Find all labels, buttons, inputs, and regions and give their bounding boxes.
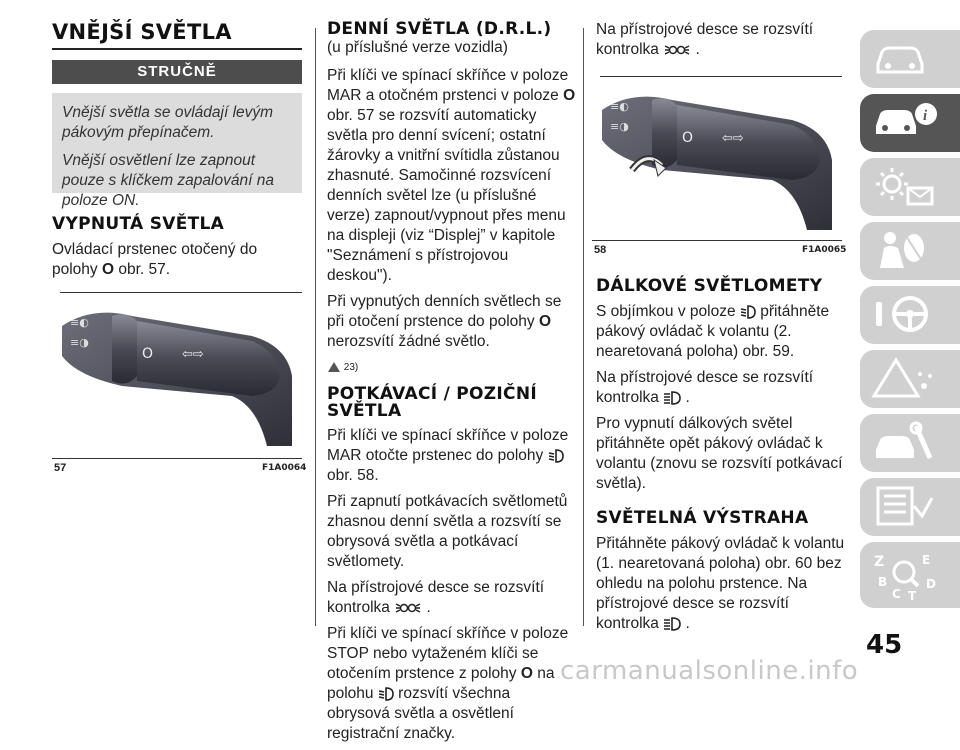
column-2 [327, 20, 577, 750]
summary-text-1: Vnější světla se ovládají levým pákovým přepínačem. [62, 104, 274, 141]
high-beam-title: DÁLKOVÉ SVĚTLOMETY [596, 276, 823, 296]
drl-title: DENNÍ SVĚTLA (D.R.L.) [327, 19, 552, 39]
wrench-car-icon [870, 420, 940, 464]
checklist-icon [870, 484, 940, 528]
tab-warning-lights[interactable] [860, 158, 960, 216]
high-beam-icon [663, 617, 681, 631]
low-paragraph-1: Při klíči ve spínací skříňce v poloze MAR otočte prstenec do polohy obr. 58. [327, 427, 569, 484]
light-switch-stalk-rotated-image [592, 80, 842, 238]
watermark: carmanualsonline.info [560, 656, 859, 686]
tab-maintenance[interactable] [860, 414, 960, 472]
car-icon [870, 36, 930, 80]
tab-car-info[interactable] [860, 94, 960, 152]
light-switch-stalk-image [52, 296, 302, 456]
svg-text:≡◑: ≡◑ [70, 336, 89, 349]
svg-text:B: B [878, 575, 888, 589]
figure-58 [592, 80, 842, 238]
position-lamp-paragraph: Na přístrojové desce se rozsvítí kontrolka . [596, 21, 814, 58]
drl-paragraph-2: Při vypnutých denních světlech se při otočení prstence do polohy O nerozsvítí žádné světlo. [327, 293, 562, 350]
column-1 [52, 20, 302, 44]
tab-starting-driving[interactable] [860, 286, 960, 344]
low-paragraph-4: Při klíči ve spínací skříňce v poloze STOP nebo vytaženém klíči se otočením prstence z polohy O na polohu rozsvítí všechna obrysová světla a osvětlení registrační značky. [327, 625, 569, 742]
svg-text:C: C [892, 587, 901, 601]
tab-specifications[interactable] [860, 478, 960, 536]
high-paragraph-3: Pro vypnutí dálkových světel přitáhněte opět pákový ovládač k volantu (znovu se rozsvítí potkávací světla). [596, 415, 843, 492]
figure-57-number: 57 [54, 462, 67, 474]
figure-58-top-rule [600, 76, 842, 77]
warning-light-icon [870, 164, 940, 208]
figure-57 [52, 296, 302, 456]
figure-58-number: 58 [594, 244, 607, 256]
steering-wheel-icon [870, 292, 940, 336]
tab-car[interactable] [860, 30, 960, 88]
summary-header: STRUČNĚ [52, 60, 302, 84]
figure-58-bottom-rule [592, 240, 842, 241]
low-paragraph-2: Při zapnutí potkávacích světlometů zhasnou denní světla a rozsvítí se obrysová světla a potkávací světlomety. [327, 493, 568, 570]
section-off-text-a: Ovládací prstenec otočený do polohy [52, 241, 258, 278]
warning-triangle-icon [327, 361, 341, 373]
svg-text:⇦⇨: ⇦⇨ [182, 347, 204, 362]
low-paragraph-3: Na přístrojové desce se rozsvítí kontrolka . [327, 579, 545, 616]
section-off [52, 214, 304, 280]
tab-safety[interactable] [860, 222, 960, 280]
section-off-text [52, 240, 304, 280]
airbag-person-icon [870, 228, 940, 272]
figure-57-bottom-rule [52, 458, 302, 459]
title-rule [52, 48, 302, 50]
figure-57-code: F1A0064 [262, 463, 307, 473]
column-divider-1 [315, 28, 316, 626]
high-beam-icon [663, 391, 681, 405]
position-lights-icon [394, 601, 422, 615]
low-beam-title: POTKÁVACÍ / POZIČNÍ SVĚTLA [327, 384, 537, 421]
position-lights-icon [663, 43, 691, 57]
flash-paragraph-1: Přitáhněte pákový ovládač k volantu (1. nearetovaná poloha) obr. 60 bez ohledu na polohu prstence. Na přístrojové desce se rozsvítí kontrolka . [596, 535, 845, 632]
figure-57-top-rule [60, 292, 302, 293]
alphabet-index-icon [870, 548, 940, 602]
low-beam-icon [548, 449, 564, 463]
triangle-warning-icon [870, 356, 940, 400]
figure-58-code: F1A0065 [802, 245, 847, 255]
column-3-top [596, 20, 846, 66]
page-number: 45 [866, 630, 903, 660]
section-off-title: VYPNUTÁ SVĚTLA [52, 214, 225, 234]
svg-text:O: O [142, 346, 154, 362]
svg-text:⇦⇨: ⇦⇨ [722, 131, 744, 146]
svg-text:D: D [926, 577, 936, 591]
summary-text-2: Vnější osvětlení lze zapnout pouze s klíčkem zapalování na poloze ON. [62, 152, 274, 209]
svg-text:≡◐: ≡◐ [610, 100, 629, 113]
svg-text:Z: Z [874, 554, 885, 570]
drl-subtitle: (u příslušné verze vozidla) [327, 39, 508, 56]
column-divider-2 [583, 28, 584, 626]
svg-text:≡◑: ≡◑ [610, 120, 629, 133]
high-paragraph-2: Na přístrojové desce se rozsvítí kontrolka . [596, 369, 814, 406]
svg-text:T: T [908, 589, 917, 602]
low-beam-icon [378, 687, 394, 701]
warning-reference [327, 358, 577, 378]
column-3-bottom [596, 276, 848, 640]
high-paragraph-1: S objímkou v poloze přitáhněte pákový ovládač k volantu (2. nearetovaná poloha) obr. 59. [596, 303, 830, 360]
main-title: VNĚJŠÍ SVĚTLA [52, 20, 232, 44]
svg-text:O: O [682, 130, 694, 146]
summary-box [52, 93, 302, 209]
warning-ref-number: 23) [343, 362, 359, 373]
svg-text:i: i [923, 108, 928, 124]
car-info-icon [870, 100, 940, 144]
low-beam-icon [740, 305, 756, 319]
tab-emergency[interactable] [860, 350, 960, 408]
svg-text:E: E [922, 553, 931, 567]
flash-title: SVĚTELNÁ VÝSTRAHA [596, 508, 809, 528]
ring-position-o: O [102, 261, 115, 278]
section-off-text-b: obr. 57. [118, 261, 171, 278]
tab-index[interactable] [860, 542, 960, 608]
svg-text:≡◐: ≡◐ [70, 316, 89, 329]
drl-paragraph-1: Při klíči ve spínací skříňce v poloze MAR a otočném prstenci v poloze O obr. 57 se rozsvítí automaticky světla pro denní svícení; ostatní žárovky a vnitřní svítidla zůstanou zhasnuté. Samočinné rozsvícení denních světel lze (u příslušné verze) zapnout/vypnout přes menu na displeji (viz “Displej” v kapitole "Seznámení s přístrojovou deskou"). [327, 67, 576, 284]
